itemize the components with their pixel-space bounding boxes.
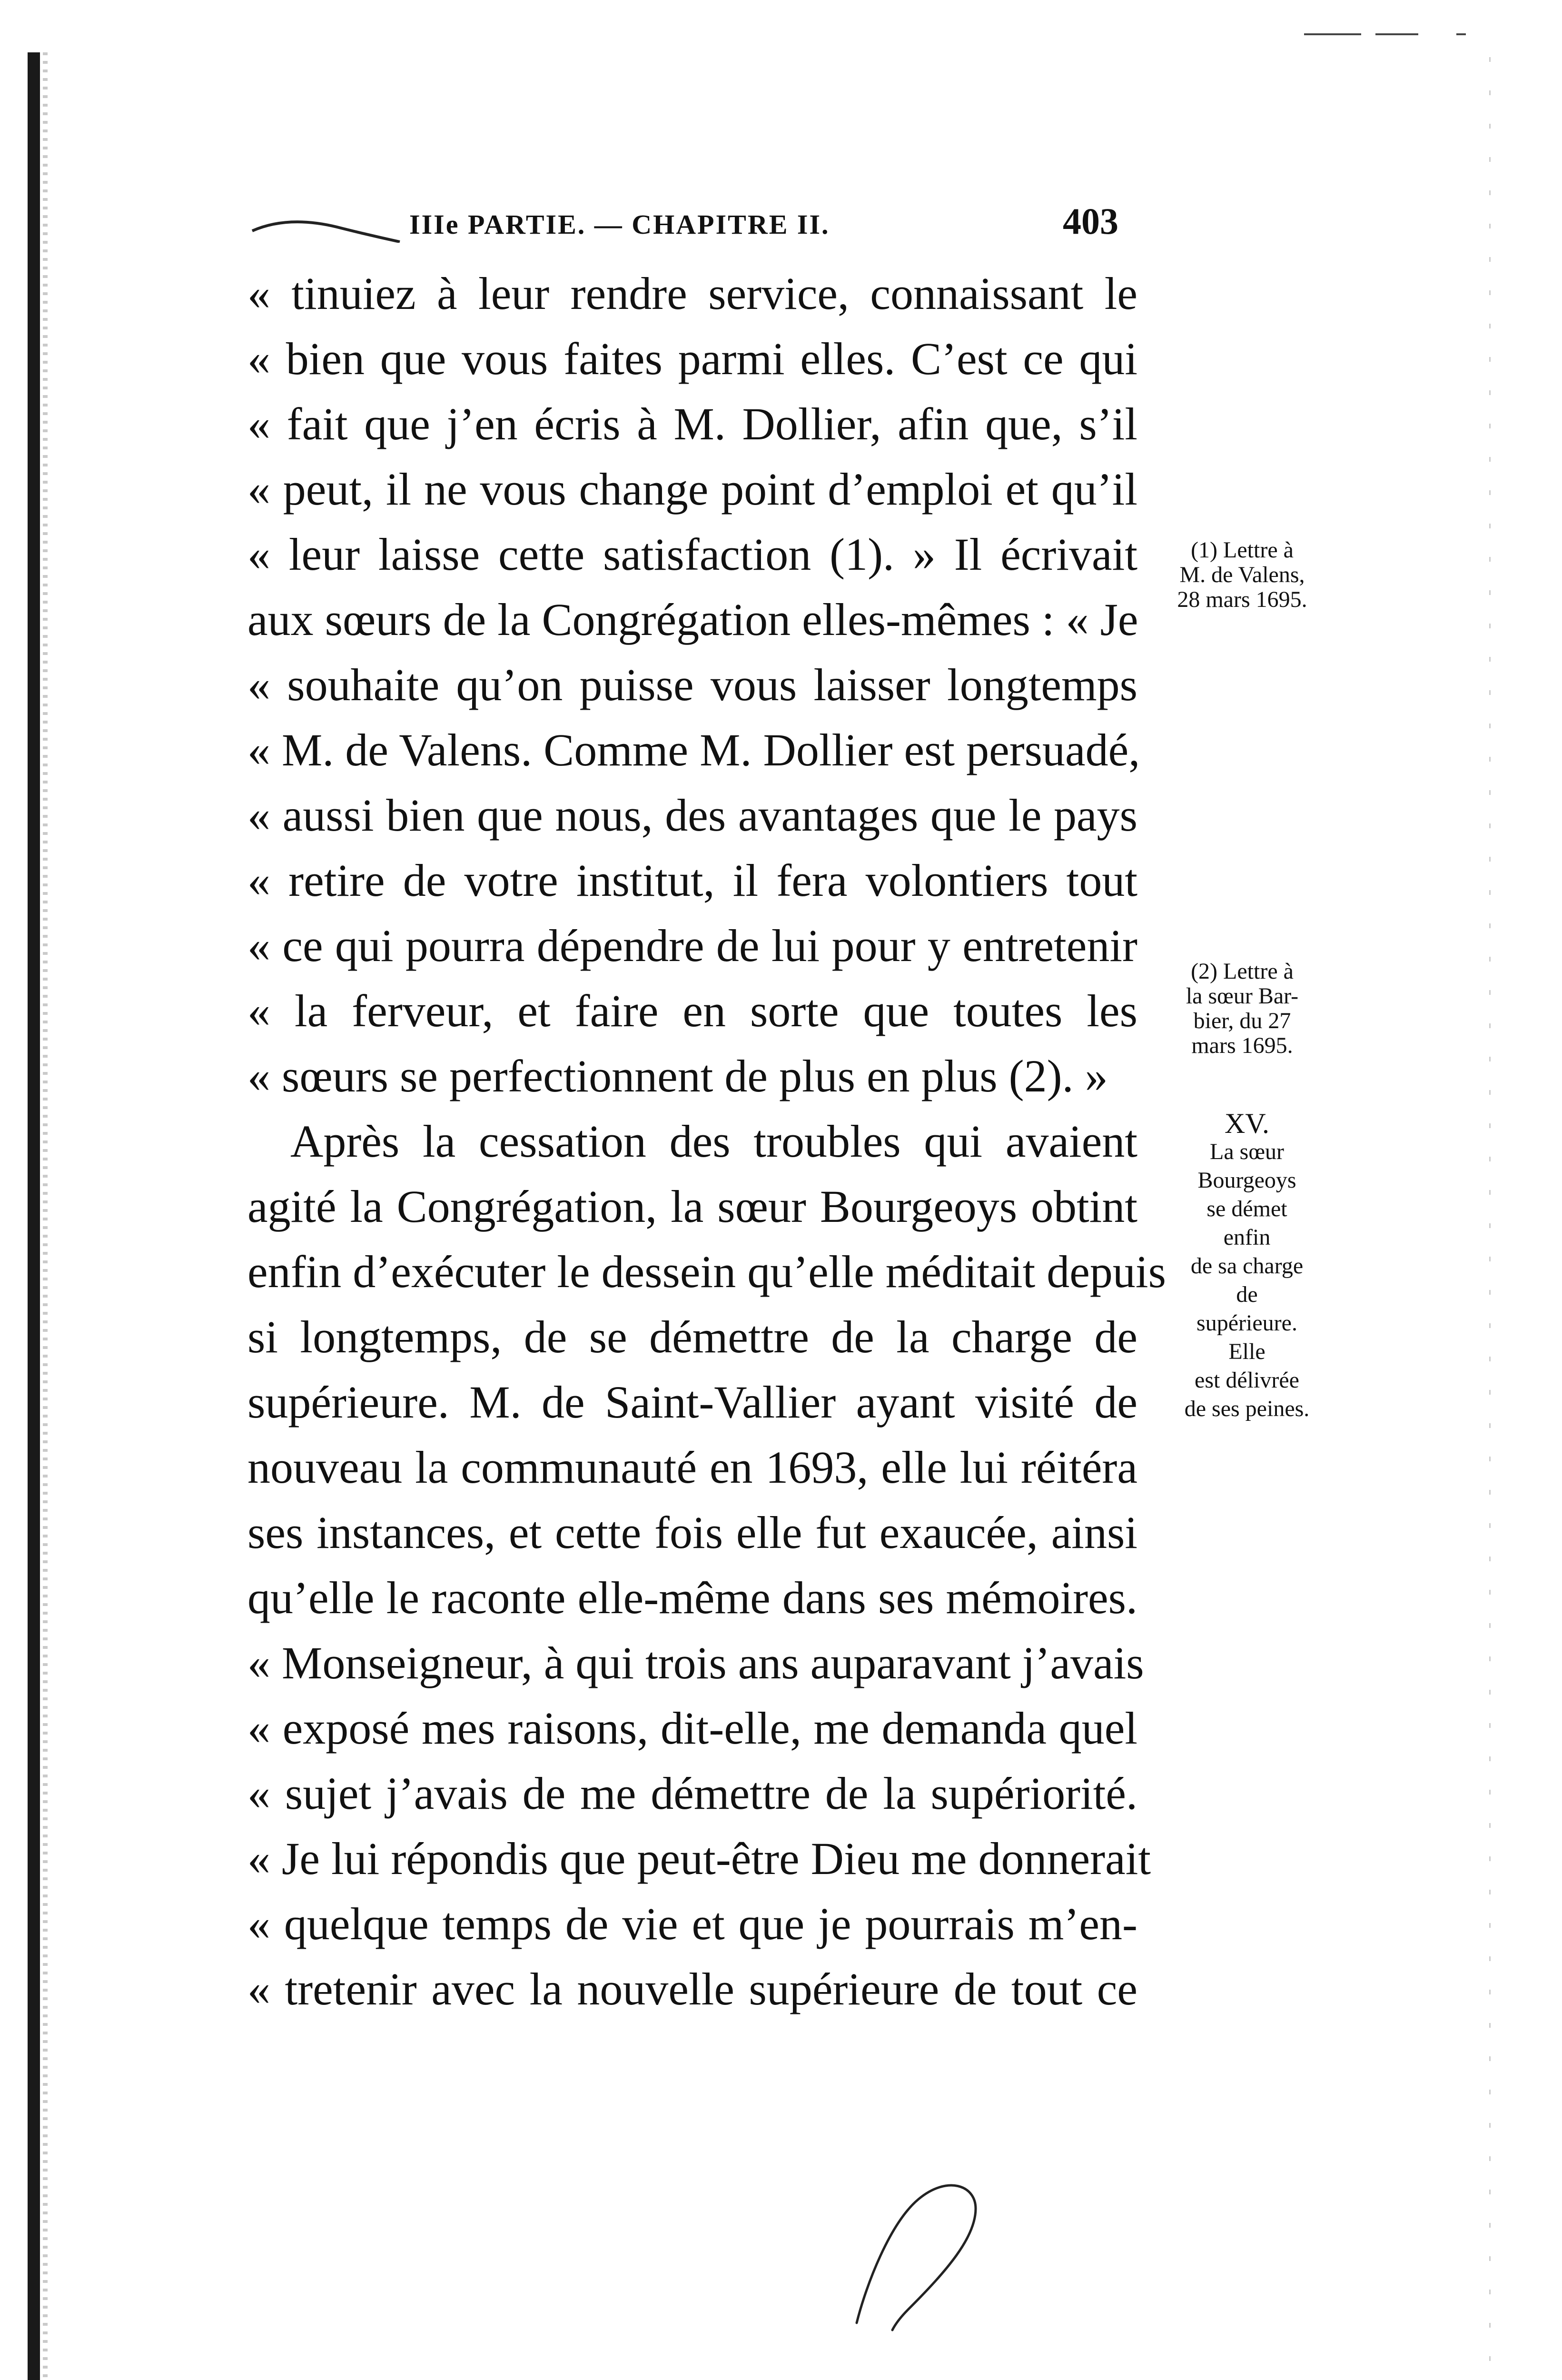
text-line: « bien que vous faites parmi elles. C’est ce qui [247,333,1137,384]
margin-note-line: (1) Lettre à [1191,537,1294,563]
paragraph-start-line: Après la cessation des troubles qui avaient [290,1116,1137,1167]
page-binding-shadow [43,52,48,2380]
text-line: « fait que j’en écris à M. Dollier, afin que, s’il [247,398,1137,449]
margin-note-2 [1142,959,1342,1058]
margin-note-line: (2) Lettre à [1191,959,1294,984]
margin-note-line: La sœur [1210,1139,1284,1164]
margin-note-line: la sœur Bar- [1186,983,1299,1009]
margin-note-line: 28 mars 1695. [1177,587,1307,612]
top-edge-dash [1456,33,1466,35]
text-line: « tretenir avec la nouvelle supérieure de tout ce [247,1964,1137,2014]
pencil-scribble [838,2166,1028,2337]
main-text-block [247,261,1166,2022]
text-line: « retire de votre institut, il fera volontiers tout [247,855,1137,906]
text-line: « souhaite qu’on puisse vous laisser longtemps [247,659,1137,710]
top-edge-dash [1304,33,1361,35]
text-line: « M. de Valens. Comme M. Dollier est persuadé, [247,724,1140,775]
text-line: « sœurs se perfectionnent de plus en plus (2). » [247,1051,1108,1101]
margin-note-1 [1142,538,1342,612]
running-head [247,200,1118,243]
margin-note-line: supérieure. [1196,1310,1297,1336]
text-line: « sujet j’avais de me démettre de la supériorité. [247,1768,1137,1819]
margin-note-line: de ses peines. [1184,1396,1310,1421]
text-line: nouveau la communauté en 1693, elle lui réitéra [247,1442,1137,1493]
text-line: supérieure. M. de Saint-Vallier ayant visité de [247,1377,1137,1428]
margin-note-line: est délivrée [1195,1368,1299,1393]
page-binding-edge [28,52,40,2380]
section-number: XV. [1225,1108,1269,1139]
text-line: « Monseigneur, à qui trois ans auparavant j’avais [247,1637,1144,1688]
text-line: ses instances, et cette fois elle fut exaucée, ainsi [247,1507,1137,1558]
running-head-title: IIIe PARTIE. — CHAPITRE II. [409,209,830,240]
text-line: « leur laisse cette satisfaction (1). » Il écrivait [247,529,1137,580]
margin-note-line: enfin [1223,1225,1271,1250]
margin-note-line: mars 1695. [1191,1033,1293,1058]
text-line: aux sœurs de la Congrégation elles-mêmes : « Je [247,594,1138,645]
text-line: « Je lui répondis que peut-être Dieu me donnerait [247,1833,1151,1884]
margin-note-line: se démet [1206,1196,1287,1221]
text-line: « peut, il ne vous change point d’emploi et qu’il [247,464,1137,515]
margin-note-line: de sa charge [1190,1253,1304,1279]
page-edge-specks [1489,57,1491,2380]
text-line: enfin d’exécuter le dessein qu’elle méditait depuis [247,1246,1166,1297]
page-number: 403 [1063,200,1118,242]
text-line: « exposé mes raisons, dit-elle, me demanda quel [247,1703,1137,1754]
head-flourish [247,205,409,243]
text-line: qu’elle le raconte elle-même dans ses mémoires. [247,1572,1137,1623]
text-line: « ce qui pourra dépendre de lui pour y entretenir [247,920,1137,971]
top-edge-dash [1375,33,1418,35]
text-line: « aussi bien que nous, des avantages que le pays [247,790,1137,841]
margin-section-summary-xv [1161,1109,1333,1423]
margin-note-line: Elle [1228,1339,1265,1364]
text-line: agité la Congrégation, la sœur Bourgeoys obtint [247,1181,1137,1232]
text-line: si longtemps, de se démettre de la charge de [247,1311,1137,1362]
text-line: « la ferveur, et faire en sorte que toutes les [247,985,1137,1036]
margin-note-line: bier, du 27 [1193,1008,1291,1033]
margin-note-line: Bourgeoys [1197,1168,1296,1193]
margin-note-line: M. de Valens, [1179,562,1305,587]
margin-note-line: de [1236,1282,1258,1307]
text-line: « tinuiez à leur rendre service, connaissant le [247,268,1137,319]
text-line: « quelque temps de vie et que je pourrais m’en- [247,1898,1137,1949]
